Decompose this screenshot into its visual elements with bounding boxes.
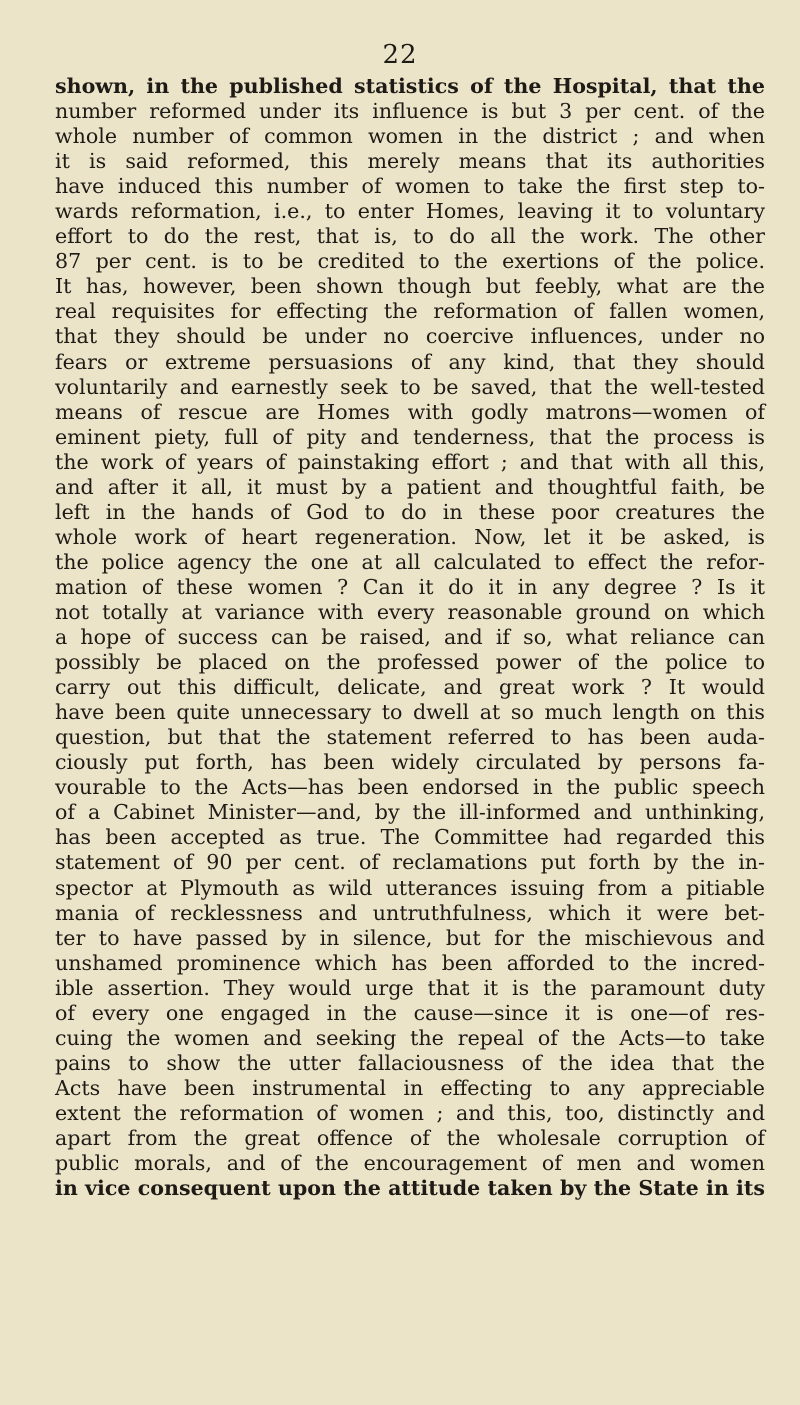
text-line: apart from the great offence of the wholesale corruption of: [55, 1125, 765, 1150]
text-line: left in the hands of God to do in these poor creatures the: [55, 499, 765, 524]
text-line: It has, however, been shown though but feebly, what are the: [55, 274, 765, 299]
text-line: wards reformation, i.e., to enter Homes, leaving it to voluntary: [55, 199, 765, 224]
text-line: fears or extreme persuasions of any kind, that they should: [55, 349, 765, 374]
text-line: shown, in the published statistics of the Hospital, that the: [55, 74, 765, 98]
text-line: ter to have passed by in silence, but for the mischievous and: [55, 925, 765, 950]
text-line: that they should be under no coercive influences, under no: [55, 324, 765, 349]
text-line: have induced this number of women to take the first step to-: [55, 174, 765, 199]
text-line: whole work of heart regeneration. Now, let it be asked, is: [55, 524, 765, 549]
text-line: spector at Plymouth as wild utterances issuing from a pitiable: [55, 875, 765, 900]
text-line: possibly be placed on the professed power of the police to: [55, 650, 765, 675]
text-line: mation of these women ? Can it do it in any degree ? Is it: [55, 574, 765, 599]
text-line: and after it all, it must by a patient and thoughtful faith, be: [55, 474, 765, 499]
text-line: statement of 90 per cent. of reclamations put forth by the in-: [55, 850, 765, 875]
text-line: vourable to the Acts—has been endorsed in the public speech: [55, 775, 765, 800]
text-line: means of rescue are Homes with godly matrons—women of: [55, 399, 765, 424]
text-line: eminent piety, full of pity and tenderness, that the process is: [55, 424, 765, 449]
text-line: it is said reformed, this merely means that its authorities: [55, 149, 765, 174]
text-line: of every one engaged in the cause—since it is one—of res-: [55, 1000, 765, 1025]
text-line: of a Cabinet Minister—and, by the ill-informed and unthinking,: [55, 800, 765, 825]
text-line: mania of recklessness and untruthfulness, which it were bet-: [55, 900, 765, 925]
text-line: carry out this difficult, delicate, and great work ? It would: [55, 675, 765, 700]
text-line: extent the reformation of women ; and this, too, distinctly and: [55, 1100, 765, 1125]
text-line: 87 per cent. is to be credited to the exertions of the police.: [55, 249, 765, 274]
text-line: ciously put forth, has been widely circulated by persons fa-: [55, 750, 765, 775]
text-line: the work of years of painstaking effort ; and that with all this,: [55, 449, 765, 474]
text-line: effort to do the rest, that is, to do all the work. The other: [55, 224, 765, 249]
text-line: Acts have been instrumental in effecting to any appreciable: [55, 1075, 765, 1100]
text-line: public morals, and of the encouragement of men and women: [55, 1151, 765, 1176]
text-line: number reformed under its influence is but 3 per cent. of the: [55, 99, 765, 124]
text-line: not totally at variance with every reasonable ground on which: [55, 599, 765, 624]
text-line: in vice consequent upon the attitude taken by the State in its: [55, 1176, 765, 1201]
text-line: have been quite unnecessary to dwell at so much length on this: [55, 700, 765, 725]
text-line: cuing the women and seeking the repeal of the Acts—to take: [55, 1025, 765, 1050]
text-line: ible assertion. They would urge that it is the paramount duty: [55, 975, 765, 1000]
text-line: unshamed prominence which has been afforded to the incred-: [55, 950, 765, 975]
text-line: real requisites for effecting the reformation of fallen women,: [55, 299, 765, 324]
text-line: pains to show the utter fallaciousness of the idea that the: [55, 1050, 765, 1075]
page-number: 22: [382, 40, 418, 70]
text-line: whole number of common women in the district ; and when: [55, 124, 765, 149]
text-line: has been accepted as true. The Committee had regarded this: [55, 825, 765, 850]
body-text: [55, 74, 765, 1201]
text-line: voluntarily and earnestly seek to be saved, that the well-tested: [55, 374, 765, 399]
text-line: a hope of success can be raised, and if so, what reliance can: [55, 625, 765, 650]
text-line: the police agency the one at all calculated to effect the refor-: [55, 549, 765, 574]
text-line: question, but that the statement referred to has been auda-: [55, 725, 765, 750]
